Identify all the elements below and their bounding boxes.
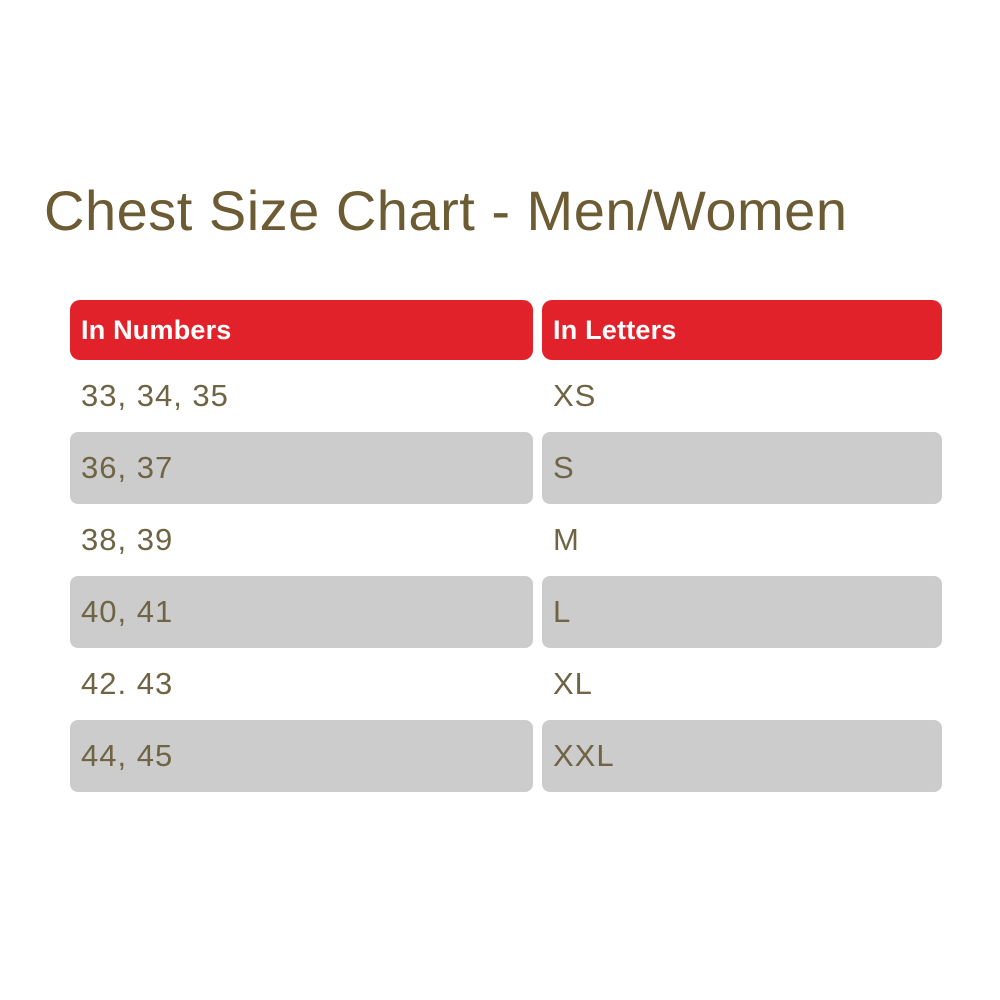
size-chart-table bbox=[70, 300, 942, 792]
table-row bbox=[70, 720, 942, 792]
cell-numbers: 38, 39 bbox=[81, 522, 174, 557]
page-title: Chest Size Chart - Men/Women bbox=[44, 179, 848, 242]
cell-letters: XXL bbox=[542, 720, 942, 792]
table-header-row bbox=[70, 300, 942, 360]
cell-numbers: 36, 37 bbox=[70, 432, 533, 504]
cell-letters: L bbox=[542, 576, 942, 648]
column-header-in-numbers: In Numbers bbox=[70, 300, 533, 360]
cell-letters: XS bbox=[553, 378, 597, 413]
cell-letters: S bbox=[542, 432, 942, 504]
table-row bbox=[70, 576, 942, 648]
table-row bbox=[70, 432, 942, 504]
column-header-in-letters: In Letters bbox=[542, 300, 942, 360]
cell-numbers: 42. 43 bbox=[81, 666, 174, 701]
cell-letters: XL bbox=[553, 666, 593, 701]
table-row bbox=[70, 360, 942, 432]
cell-numbers: 44, 45 bbox=[70, 720, 533, 792]
cell-numbers: 33, 34, 35 bbox=[81, 378, 229, 413]
table-row bbox=[70, 504, 942, 576]
table-row bbox=[70, 648, 942, 720]
cell-letters: M bbox=[553, 522, 580, 557]
cell-numbers: 40, 41 bbox=[70, 576, 533, 648]
